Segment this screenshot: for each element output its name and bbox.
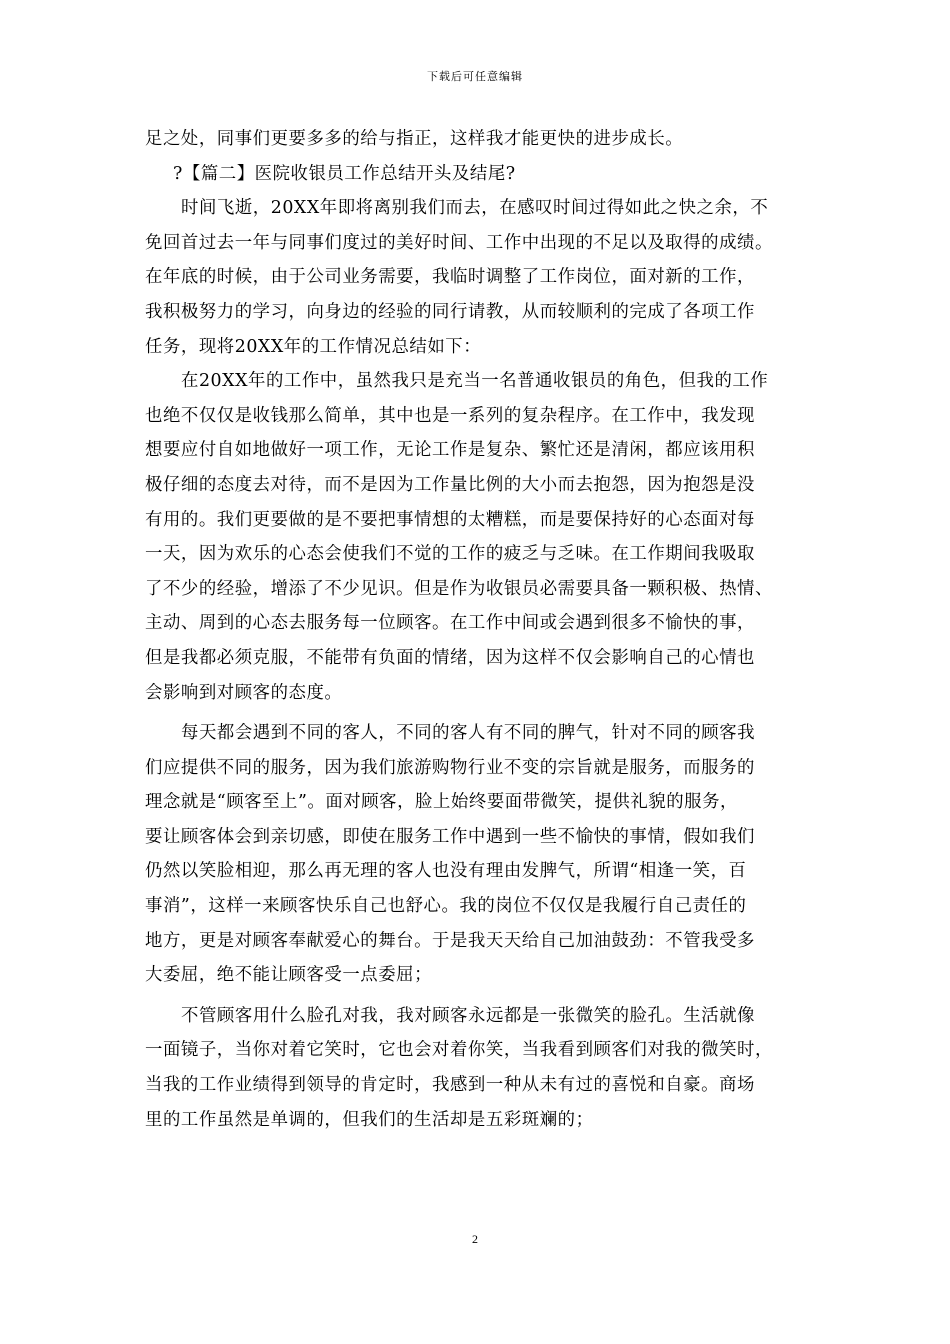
text-line: 会影响到对顾客的态度。 — [145, 682, 343, 703]
page-number: 2 — [472, 1232, 478, 1246]
text-line: 在20XX年的工作中，虽然我只是充当一名普通收银员的角色，但我的工作 — [181, 371, 769, 392]
document-body — [145, 122, 810, 1137]
text-line: 在年底的时候，由于公司业务需要，我临时调整了工作岗位，面对新的工作， — [145, 267, 755, 288]
text-line: 极仔细的态度去对待，而不是因为工作量比例的大小而去抱怨，因为抱怨是没 — [145, 474, 755, 495]
text-line: 仍然以笑脸相迎，那么再无理的客人也没有理由发脾气，所谓“相逢一笑，百 — [145, 861, 747, 882]
text-line: 也绝不仅仅是收钱那么简单，其中也是一系列的复杂程序。在工作中，我发现 — [145, 405, 755, 426]
text-line: 要让顾客体会到亲切感，即使在服务工作中遇到一些不愉快的事情，假如我们 — [145, 826, 755, 847]
text-line: 但是我都必须克服，不能带有负面的情绪，因为这样不仅会影响自己的心情也 — [145, 647, 755, 668]
text-line: 足之处，同事们更要多多的给与指正，这样我才能更快的进步成长。 — [145, 129, 684, 149]
text-line: 主动、周到的心态去服务每一位顾客。在工作中间或会遇到很多不愉快的事， — [145, 613, 755, 634]
text-line: 大委屈，绝不能让顾客受一点委屈； — [145, 965, 433, 986]
text-line: 有用的。我们更要做的是不要把事情想的太糟糕，而是要保持好的心态面对每 — [145, 509, 755, 530]
text-line: 理念就是“顾客至上”。面对顾客，脸上始终要面带微笑，提供礼貌的服务， — [145, 792, 738, 813]
text-line: 想要应付自如地做好一项工作，无论工作是复杂、繁忙还是清闲，都应该用积 — [145, 440, 755, 461]
text-line: 当我的工作业绩得到领导的肯定时，我感到一种从未有过的喜悦和自豪。商场 — [145, 1075, 755, 1096]
page-header: 下载后可任意编辑 — [427, 70, 523, 83]
text-line: 时间飞逝，20XX年即将离别我们而去，在感叹时间过得如此之快之余，不 — [181, 198, 769, 219]
text-line: 一天，因为欢乐的心态会使我们不觉的工作的疲乏与乏味。在工作期间我吸取 — [145, 544, 755, 565]
text-line: 我积极努力的学习，向身边的经验的同行请教，从而较顺利的完成了各项工作 — [145, 301, 755, 322]
text-line: 任务，现将20XX年的工作情况总结如下： — [145, 336, 482, 357]
section-heading: ?【篇二】医院收银员工作总结开头及结尾? — [173, 163, 516, 184]
text-line: 里的工作虽然是单调的，但我们的生活却是五彩斑斓的； — [145, 1109, 594, 1130]
text-line: 地方，更是对顾客奉献爱心的舞台。于是我天天给自己加油鼓劲：不管我受多 — [145, 930, 755, 951]
text-line: 免回首过去一年与同事们度过的美好时间、工作中出现的不足以及取得的成绩。 — [145, 232, 773, 253]
text-line: 每天都会遇到不同的客人，不同的客人有不同的脾气，针对不同的顾客我 — [181, 723, 756, 744]
text-line: 事消”，这样一来顾客快乐自己也舒心。我的岗位不仅仅是我履行自己责任的 — [145, 896, 747, 917]
text-line: 不管顾客用什么脸孔对我，我对顾客永远都是一张微笑的脸孔。生活就像 — [181, 1005, 756, 1026]
text-line: 了不少的经验，增添了不少见识。但是作为收银员必需要具备一颗积极、热情、 — [145, 578, 773, 599]
text-line: 们应提供不同的服务，因为我们旅游购物行业不变的宗旨就是服务，而服务的 — [145, 757, 755, 778]
text-line: 一面镜子，当你对着它笑时，它也会对着你笑，当我看到顾客们对我的微笑时， — [145, 1040, 773, 1061]
